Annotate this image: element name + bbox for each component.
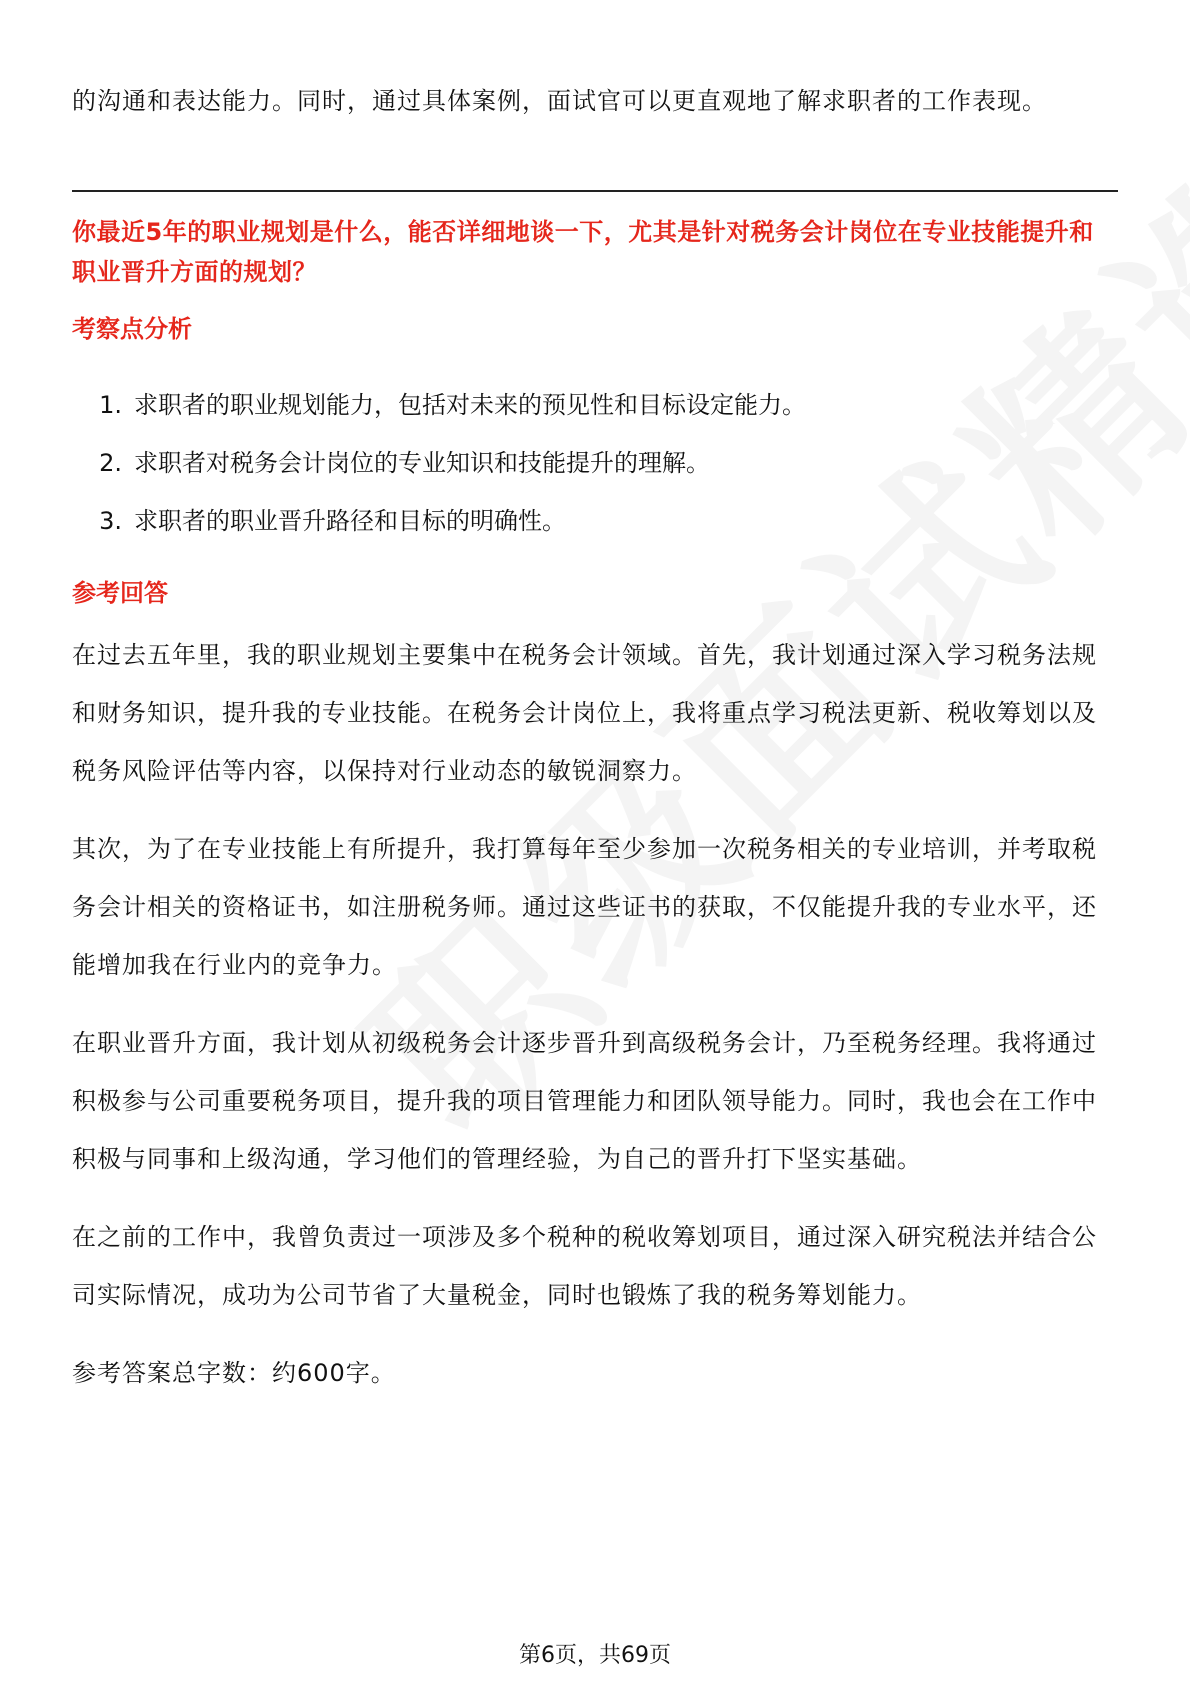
answer-paragraph: 在职业晋升方面，我计划从初级税务会计逐步晋升到高级税务会计，乃至税务经理。我将通过积极参与公司重要税务项目，提升我的项目管理能力和团队领导能力。同时，我也会在工作中积极与同事和上级沟通，学习他们的管理经验，为自己的晋升打下坚实基础。 bbox=[72, 1029, 1097, 1173]
list-item-number: 1. bbox=[99, 391, 122, 419]
list-item bbox=[72, 492, 1118, 550]
page-content bbox=[72, 72, 1118, 1402]
answer-paragraph: 在过去五年里，我的职业规划主要集中在税务会计领域。首先，我计划通过深入学习税务法规和财务知识，提升我的专业技能。在税务会计岗位上，我将重点学习税法更新、税收筹划以及税务风险评估等内容，以保持对行业动态的敏锐洞察力。 bbox=[72, 641, 1097, 785]
analysis-list bbox=[72, 376, 1118, 550]
list-item-text: 求职者的职业规划能力，包括对未来的预见性和目标设定能力。 bbox=[134, 391, 806, 419]
answer-paragraph: 其次，为了在专业技能上有所提升，我打算每年至少参加一次税务相关的专业培训，并考取税务会计相关的资格证书，如注册税务师。通过这些证书的获取，不仅能提升我的专业水平，还能增加我在行业内的竞争力。 bbox=[72, 835, 1097, 979]
list-item bbox=[72, 434, 1118, 492]
intro-paragraph: 的沟通和表达能力。同时，通过具体案例，面试官可以更直观地了解求职者的工作表现。 bbox=[72, 87, 1047, 115]
list-item-text: 求职者对税务会计岗位的专业知识和技能提升的理解。 bbox=[134, 449, 710, 477]
answer-paragraph: 在之前的工作中，我曾负责过一项涉及多个税种的税收筹划项目，通过深入研究税法并结合公司实际情况，成功为公司节省了大量税金，同时也锻炼了我的税务筹划能力。 bbox=[72, 1223, 1097, 1309]
question-heading: 你最近5年的职业规划是什么，能否详细地谈一下，尤其是针对税务会计岗位在专业技能提升和职业晋升方面的规划？ bbox=[72, 218, 1094, 286]
section-divider bbox=[72, 190, 1118, 192]
answer-title: 参考回答 bbox=[72, 579, 168, 607]
analysis-title: 考察点分析 bbox=[72, 315, 192, 343]
list-item bbox=[72, 376, 1118, 434]
word-count: 参考答案总字数：约600字。 bbox=[72, 1359, 396, 1387]
list-item-text: 求职者的职业晋升路径和目标的明确性。 bbox=[134, 507, 566, 535]
list-item-number: 3. bbox=[99, 507, 122, 535]
page-number: 第6页，共69页 bbox=[519, 1643, 671, 1668]
list-item-number: 2. bbox=[99, 449, 122, 477]
